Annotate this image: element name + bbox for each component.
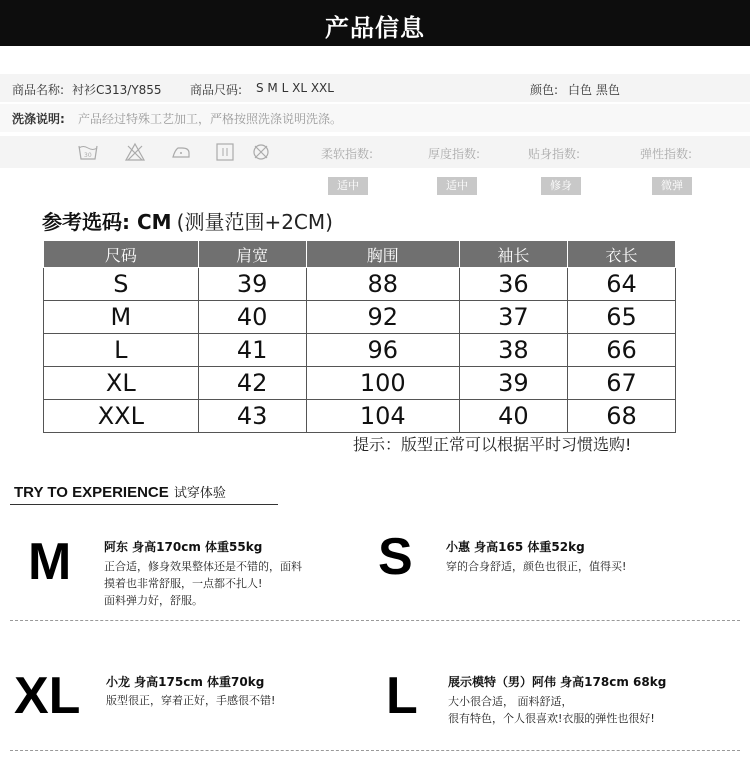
cell-sleeve: 40 (459, 400, 567, 433)
no-dryclean-icon (250, 142, 272, 162)
table-row (44, 301, 676, 334)
cell-shoulder: 40 (198, 301, 306, 334)
review-text-xl (106, 692, 275, 709)
color-label: 颜色: (530, 83, 559, 97)
cell-size: XXL (44, 400, 199, 433)
cell-length: 64 (567, 268, 675, 301)
reviewer-info-l: 展示模特（男）阿伟 身高178cm 68kg (448, 675, 667, 689)
review-line: 大小很合适， 面料舒适， (448, 695, 573, 708)
cell-sleeve: 37 (459, 301, 567, 334)
no-bleach-icon (124, 142, 146, 162)
size-guide-title-note: (测量范围+2CM) (176, 210, 333, 234)
wash-value: 产品经过特殊工艺加工，严格按照洗涤说明洗涤。 (78, 112, 343, 126)
cell-length: 67 (567, 367, 675, 400)
cell-size: M (44, 301, 199, 334)
header-chest: 胸围 (306, 241, 459, 268)
elasticity-index-label: 弹性指数: (640, 147, 693, 161)
size-table (43, 240, 676, 433)
cell-chest: 92 (306, 301, 459, 334)
cell-chest: 96 (306, 334, 459, 367)
experience-title (14, 482, 226, 501)
softness-index-label: 柔软指数: (321, 147, 374, 161)
wash-30-icon (77, 142, 99, 162)
elasticity-index-value: 微弹 (652, 177, 692, 195)
cell-sleeve: 39 (459, 367, 567, 400)
cell-length: 65 (567, 301, 675, 334)
thickness-index-value: 适中 (437, 177, 477, 195)
cell-chest: 104 (306, 400, 459, 433)
header-size: 尺码 (44, 241, 199, 268)
review-line: 面料弹力好，舒服。 (104, 594, 203, 607)
review-text-l (448, 693, 655, 727)
wash-label: 洗涤说明: (12, 112, 65, 126)
care-row (0, 136, 750, 168)
size-guide-title-main: 参考选码: CM (42, 210, 172, 234)
cell-sleeve: 38 (459, 334, 567, 367)
review-size-xl: XL (14, 667, 81, 725)
fit-index-value: 修身 (541, 177, 581, 195)
review-line: 版型很正，穿着正好，手感很不错! (106, 694, 276, 707)
product-name-value: 衬衫C313/Y855 (72, 83, 162, 97)
cell-size: XL (44, 367, 199, 400)
table-row (44, 268, 676, 301)
table-row (44, 400, 676, 433)
iron-low-icon (170, 142, 192, 162)
svg-text:30: 30 (84, 152, 92, 159)
cell-length: 66 (567, 334, 675, 367)
experience-title-cn: 试穿体验 (173, 486, 226, 501)
size-tip: 提示：版型正常可以根据平时习惯选购! (353, 435, 632, 454)
table-row (44, 334, 676, 367)
product-size-label: 商品尺码: (190, 83, 243, 97)
reviewer-info-m: 阿东 身高170cm 体重55kg (104, 540, 263, 554)
divider (10, 750, 740, 751)
softness-index-value: 适中 (328, 177, 368, 195)
cell-chest: 88 (306, 268, 459, 301)
product-name-label: 商品名称: (12, 83, 65, 97)
header-banner (0, 0, 750, 46)
divider (10, 620, 740, 621)
review-size-s: S (378, 528, 413, 586)
cell-chest: 100 (306, 367, 459, 400)
product-info-row (0, 74, 750, 102)
review-line: 正合适，修身效果整体还是不错的，面料 (104, 560, 302, 573)
review-size-m: M (28, 533, 72, 591)
fit-index-label: 贴身指数: (528, 147, 581, 161)
cell-size: L (44, 334, 199, 367)
tumble-dry-icon (214, 142, 236, 162)
header-sleeve: 袖长 (459, 241, 567, 268)
cell-length: 68 (567, 400, 675, 433)
experience-underline (10, 504, 278, 505)
color-value: 白色 黑色 (568, 83, 620, 97)
cell-shoulder: 42 (198, 367, 306, 400)
review-size-l: L (386, 667, 418, 725)
cell-shoulder: 39 (198, 268, 306, 301)
review-text-m (104, 558, 302, 609)
thickness-index-label: 厚度指数: (428, 147, 481, 161)
table-row (44, 367, 676, 400)
cell-shoulder: 43 (198, 400, 306, 433)
cell-sleeve: 36 (459, 268, 567, 301)
review-line: 很有特色，个人很喜欢!衣服的弹性也很好! (448, 712, 655, 725)
reviewer-info-s: 小惠 身高165 体重52kg (446, 540, 585, 554)
review-line: 摸着也非常舒服，一点都不扎人! (104, 577, 263, 590)
header-length: 衣长 (567, 241, 675, 268)
cell-shoulder: 41 (198, 334, 306, 367)
header-shoulder: 肩宽 (198, 241, 306, 268)
experience-title-en: TRY TO EXPERIENCE (14, 484, 169, 501)
cell-size: S (44, 268, 199, 301)
wash-instruction-row (0, 104, 750, 132)
reviewer-info-xl: 小龙 身高175cm 体重70kg (106, 675, 265, 689)
page-title: 产品信息 (325, 14, 425, 42)
size-guide-title (42, 206, 333, 235)
product-size-value: S M L XL XXL (256, 81, 334, 95)
review-text-s (446, 558, 626, 575)
size-table-header (44, 241, 676, 268)
review-line: 穿的合身舒适，颜色也很正，值得买! (446, 560, 627, 573)
